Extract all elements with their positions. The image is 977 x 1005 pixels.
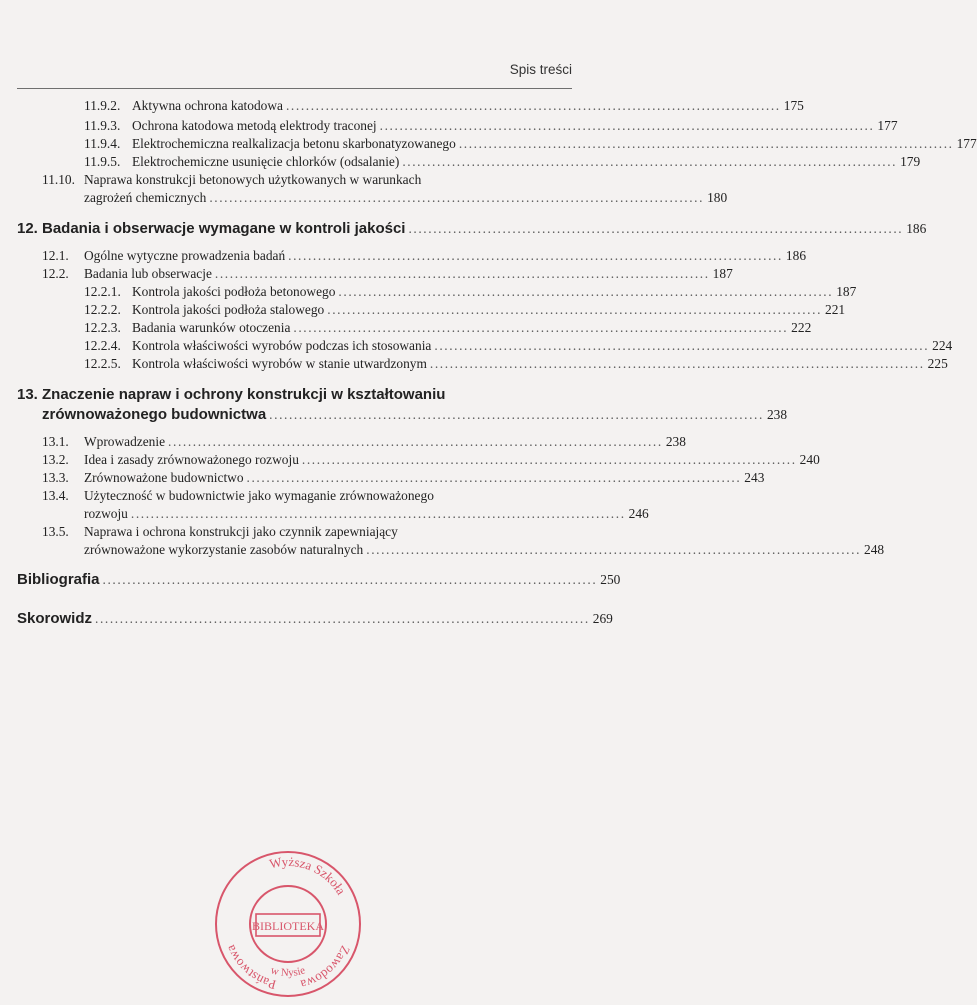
toc-number: 13.1.	[42, 434, 69, 449]
toc-label: Naprawa konstrukcji betonowych użytkowanych w warunkach	[84, 172, 422, 187]
leader-dots: ....................................................................................................	[285, 98, 781, 113]
leader-dots: ....................................................................................................	[458, 136, 954, 151]
leader-dots: ....................................................................................................	[338, 284, 834, 299]
leader-dots: ....................................................................................................	[102, 572, 598, 587]
toc-page: 238	[766, 407, 788, 422]
stamp-right-text: Zawodowa	[299, 943, 354, 993]
header-title: Spis treści	[509, 62, 572, 77]
toc-label: Badania lub obserwacje	[84, 266, 212, 281]
toc-page: 246	[628, 506, 649, 521]
toc-label: Badania warunków otoczenia	[132, 320, 291, 335]
toc-page: 224	[932, 338, 953, 353]
toc-entry-13-5[interactable]	[84, 541, 885, 559]
toc-page: 180	[707, 190, 728, 205]
leader-dots: ....................................................................................................	[434, 338, 930, 353]
toc-entry-11-9-4[interactable]	[84, 135, 977, 153]
toc-entry-12-2-2[interactable]	[84, 301, 846, 319]
toc-page: 175	[783, 98, 804, 113]
toc-page: 248	[864, 542, 885, 557]
toc-entry-12-2[interactable]	[42, 265, 733, 283]
toc-label: Użyteczność w budownictwie jako wymaganie zrównoważonego	[84, 488, 434, 503]
toc-number: 13.4.	[42, 488, 69, 503]
stamp-graphic	[212, 848, 364, 1000]
toc-entry-13-2[interactable]	[42, 451, 820, 469]
toc-chapter-12[interactable]	[17, 219, 927, 239]
leader-dots: ....................................................................................................	[402, 154, 898, 169]
toc-number: 11.10.	[42, 172, 75, 187]
toc-label: rozwoju	[84, 506, 128, 521]
leader-dots: ....................................................................................................	[246, 470, 742, 485]
toc-entry-11-10[interactable]	[84, 189, 728, 207]
toc-entry-13-4[interactable]	[84, 505, 649, 523]
toc-number: 12.2.2.	[84, 302, 121, 317]
toc-bibliografia[interactable]	[17, 570, 621, 590]
stamp-top-text: Wyższa Szkoła	[268, 853, 349, 898]
toc-page: 179	[900, 154, 921, 169]
toc-number: 13.5.	[42, 524, 69, 539]
leader-dots: ....................................................................................................	[301, 452, 797, 467]
toc-entry-13-5-first-line[interactable]	[42, 523, 398, 541]
toc-page: 243	[744, 470, 765, 485]
toc-entry-11-10-first-line[interactable]	[42, 171, 421, 189]
toc-label: Elektrochemiczne usunięcie chlorków (odsalanie)	[132, 154, 400, 169]
toc-label: zagrożeń chemicznych	[84, 190, 207, 205]
toc-page: 250	[600, 572, 621, 587]
toc-page: 225	[927, 356, 948, 371]
toc-entry-12-2-3[interactable]	[84, 319, 812, 337]
leader-dots: ....................................................................................................	[327, 302, 823, 317]
leader-dots: ....................................................................................................	[379, 118, 875, 133]
leader-dots: ....................................................................................................	[288, 248, 783, 263]
toc-label: Ogólne wytyczne prowadzenia badań	[84, 248, 286, 263]
toc-page: 238	[665, 434, 686, 449]
toc-label: Kontrola właściwości wyrobów w stanie utwardzonym	[132, 356, 427, 371]
toc-chapter-13[interactable]	[42, 405, 788, 425]
toc-page: 221	[825, 302, 846, 317]
toc-label: Kontrola właściwości wyrobów podczas ich stosowania	[132, 338, 432, 353]
toc-number: 11.9.2.	[84, 98, 121, 113]
toc-number: 11.9.5.	[84, 154, 121, 169]
leader-dots: ....................................................................................................	[95, 611, 590, 626]
leader-dots: ....................................................................................................	[168, 434, 663, 449]
chapter-title: Bibliografia	[17, 571, 100, 588]
library-stamp	[212, 848, 364, 1000]
toc-label: Elektrochemiczna realkalizacja betonu skarbonatyzowanego	[132, 136, 456, 151]
toc-label: Kontrola jakości podłoża betonowego	[132, 284, 336, 299]
leader-dots: ....................................................................................................	[269, 407, 764, 422]
toc-label: Aktywna ochrona katodowa	[132, 98, 283, 113]
toc-page: 240	[799, 452, 820, 467]
toc-label: Kontrola jakości podłoża stalowego	[132, 302, 325, 317]
toc-number: 12.1.	[42, 248, 69, 263]
toc-entry-13-4-first-line[interactable]	[42, 487, 434, 505]
toc-page: 187	[712, 266, 733, 281]
toc-number: 12.2.3.	[84, 320, 121, 335]
toc-page: 186	[906, 221, 927, 236]
toc-number: 12.2.4.	[84, 338, 121, 353]
leader-dots: ....................................................................................................	[214, 266, 710, 281]
toc-number: 11.9.3.	[84, 118, 121, 133]
toc-label: Ochrona katodowa metodą elektrody traconej	[132, 118, 377, 133]
toc-entry-12-2-5[interactable]	[84, 355, 948, 373]
toc-chapter-13-first-line[interactable]	[17, 385, 445, 405]
running-header	[17, 62, 572, 89]
stamp-left-text: Państwowa	[222, 942, 278, 993]
toc-entry-11-9-2[interactable]	[84, 97, 804, 115]
toc-entry-12-1[interactable]	[42, 247, 807, 265]
chapter-number: 13.	[17, 386, 38, 403]
leader-dots: ....................................................................................................	[429, 356, 925, 371]
leader-dots: ....................................................................................................	[130, 506, 626, 521]
toc-label: Zrównoważone budownictwo	[84, 470, 244, 485]
toc-page: 222	[791, 320, 812, 335]
toc-number: 12.2.	[42, 266, 69, 281]
toc-page: 177	[956, 136, 977, 151]
toc-page: 187	[836, 284, 857, 299]
chapter-title: Znaczenie napraw i ochrony konstrukcji w kształtowaniu	[42, 386, 446, 403]
toc-entry-12-2-1[interactable]	[84, 283, 857, 301]
toc-entry-11-9-3[interactable]	[84, 117, 898, 135]
toc-number: 13.2.	[42, 452, 69, 467]
toc-label: Wprowadzenie	[84, 434, 166, 449]
toc-number: 13.3.	[42, 470, 69, 485]
toc-page: 269	[592, 611, 613, 626]
stamp-center-text: BIBLIOTEKA	[252, 919, 324, 933]
toc-entry-11-9-5[interactable]	[84, 153, 921, 171]
leader-dots: ....................................................................................................	[408, 221, 904, 236]
toc-skorowidz[interactable]	[17, 609, 613, 629]
toc-entry-13-1[interactable]	[42, 433, 686, 451]
toc-number: 11.9.4.	[84, 136, 121, 151]
chapter-number: 12.	[17, 220, 38, 237]
toc-entry-13-3[interactable]	[42, 469, 765, 487]
stamp-bottom-text: w Nysie	[269, 964, 307, 980]
leader-dots: ....................................................................................................	[366, 542, 862, 557]
leader-dots: ....................................................................................................	[209, 190, 705, 205]
toc-label: zrównoważone wykorzystanie zasobów naturalnych	[84, 542, 364, 557]
toc-label: Naprawa i ochrona konstrukcji jako czynnik zapewniający	[84, 524, 398, 539]
chapter-title: zrównoważonego budownictwa	[42, 406, 267, 423]
toc-page: 177	[877, 118, 898, 133]
toc-number: 12.2.1.	[84, 284, 121, 299]
toc-entry-12-2-4[interactable]	[84, 337, 953, 355]
chapter-title: Skorowidz	[17, 610, 93, 627]
chapter-title: Badania i obserwacje wymagane w kontroli jakości	[42, 220, 406, 237]
toc-page: 186	[785, 248, 807, 263]
toc-number: 12.2.5.	[84, 356, 121, 371]
leader-dots: ....................................................................................................	[293, 320, 789, 335]
toc-label: Idea i zasady zrównoważonego rozwoju	[84, 452, 299, 467]
